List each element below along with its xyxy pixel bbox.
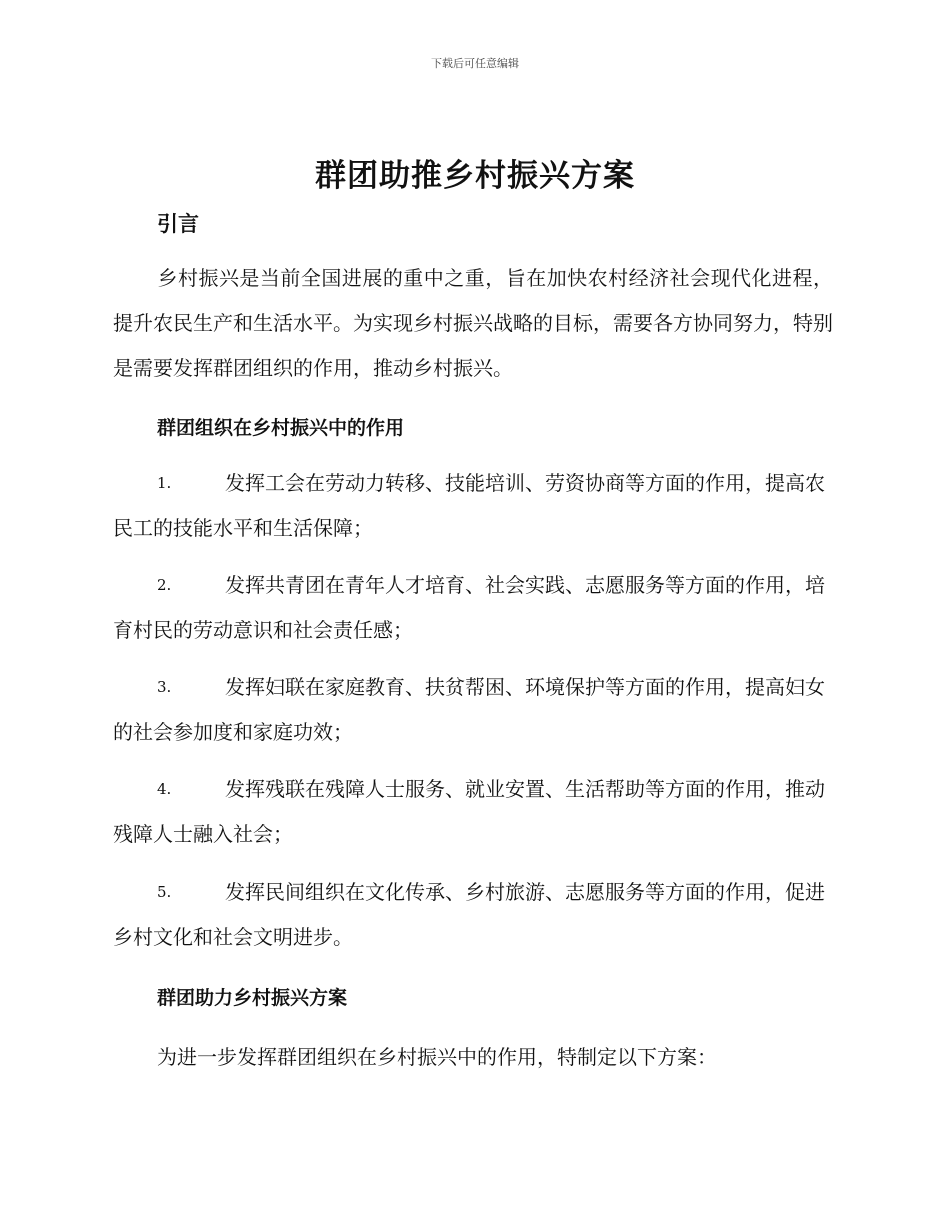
role-heading: 群团组织在乡村振兴中的作用 [157, 417, 405, 439]
list-item-number: 4. [157, 780, 172, 798]
list-item [113, 665, 835, 755]
list-item-text: 发挥共青团在青年人才培育、社会实践、志愿服务等方面的作用，培育村民的劳动意识和社会责任感； [113, 573, 825, 642]
list-item [113, 870, 835, 960]
list-item [113, 461, 835, 551]
list-item-number: 5. [157, 883, 172, 901]
list-item-number: 2. [157, 576, 172, 594]
list-item-text: 发挥工会在劳动力转移、技能培训、劳资协商等方面的作用，提高农民工的技能水平和生活保障； [113, 471, 825, 540]
plan-intro: 为进一步发挥群团组织在乡村振兴中的作用，特制定以下方案： [157, 1045, 717, 1069]
list-item [113, 767, 835, 857]
intro-heading: 引言 [157, 212, 199, 236]
intro-text: 乡村振兴是当前全国进展的重中之重，旨在加快农村经济社会现代化进程，提升农民生产和生活水平。为实现乡村振兴战略的目标，需要各方协同努力，特别是需要发挥群团组织的作用，推动乡村振兴。 [113, 266, 833, 380]
list-item [113, 563, 835, 653]
header-note: 下载后可任意编辑 [431, 57, 519, 70]
plan-heading: 群团助力乡村振兴方案 [157, 987, 348, 1009]
list-item-text: 发挥残联在残障人士服务、就业安置、生活帮助等方面的作用，推动残障人士融入社会； [113, 777, 825, 846]
list-item-number: 1. [157, 474, 172, 492]
list-item-text: 发挥民间组织在文化传承、乡村旅游、志愿服务等方面的作用，促进乡村文化和社会文明进步。 [113, 880, 825, 949]
intro-paragraph [113, 256, 833, 391]
list-item-text: 发挥妇联在家庭教育、扶贫帮困、环境保护等方面的作用，提高妇女的社会参加度和家庭功效； [113, 675, 825, 744]
list-item-number: 3. [157, 678, 172, 696]
document-title: 群团助推乡村振兴方案 [315, 158, 635, 194]
